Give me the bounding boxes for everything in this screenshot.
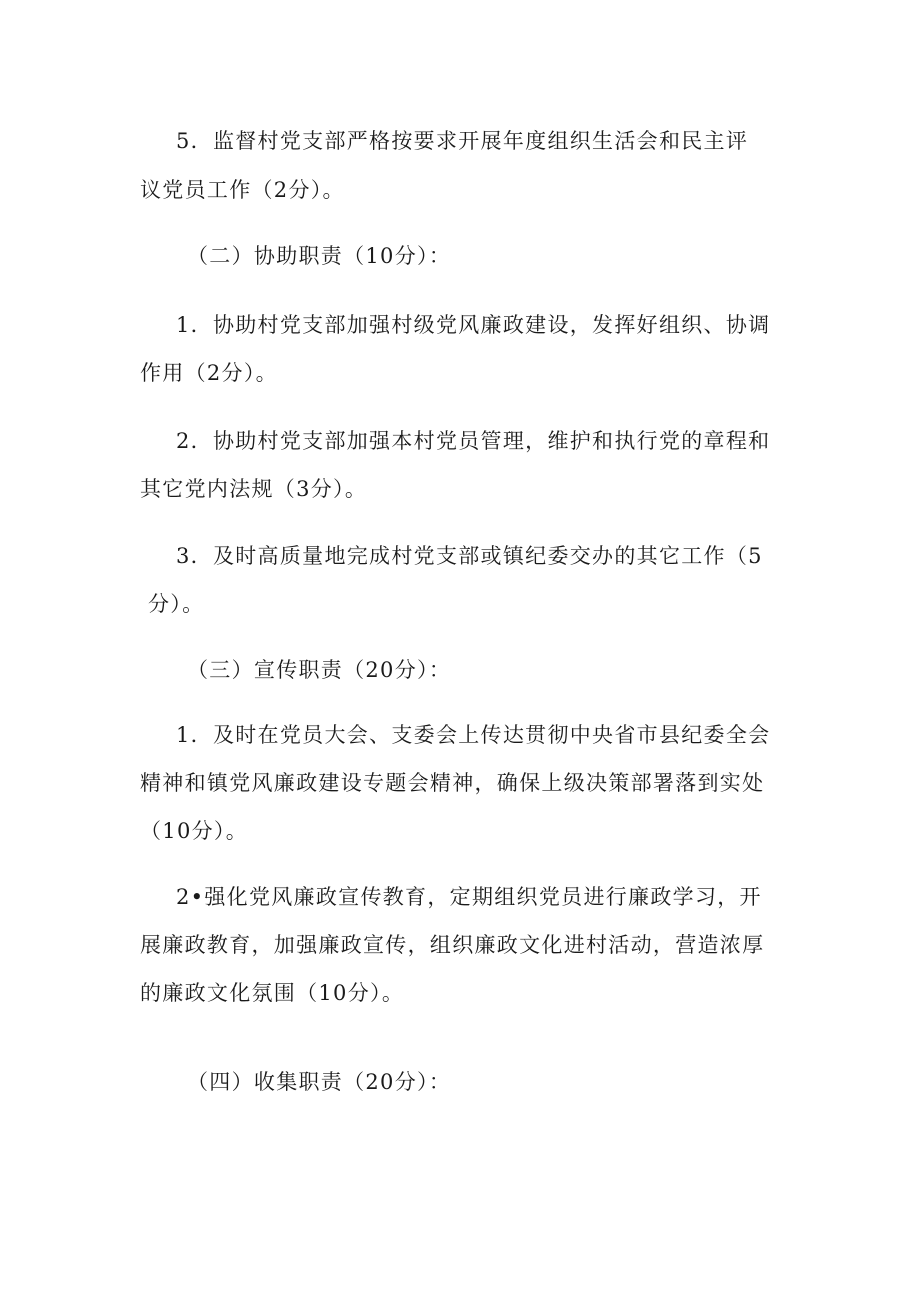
item-5-line-1: 5．监督村党支部严格按要求开展年度组织生活会和民主评 bbox=[176, 129, 749, 153]
section-3-item-1-line-1: 1．及时在党员大会、支委会上传达贯彻中央省市县纪委全会 bbox=[176, 723, 771, 747]
section-2-item-2-line-2: 其它党内法规（3分）。 bbox=[140, 477, 368, 501]
section-3-item-1-line-3: （10分）。 bbox=[140, 819, 249, 843]
section-2-item-1-line-1: 1．协助村党支部加强村级党风廉政建设，发挥好组织、协调 bbox=[176, 313, 771, 337]
section-3-heading: （三）宣传职责（20分）： bbox=[187, 658, 452, 682]
section-3-item-2-line-3: 的廉政文化氛围（10分）。 bbox=[140, 981, 405, 1005]
section-4-heading: （四）收集职责（20分）： bbox=[187, 1070, 452, 1094]
item-5-line-2: 议党员工作（2分）。 bbox=[140, 178, 345, 202]
section-2-item-2-line-1: 2．协助村党支部加强本村党员管理，维护和执行党的章程和 bbox=[176, 429, 771, 453]
section-2-item-3-line-1: 3．及时高质量地完成村党支部或镇纪委交办的其它工作（5 bbox=[176, 544, 763, 568]
section-2-item-1-line-2: 作用（2分）。 bbox=[140, 361, 278, 385]
section-3-item-2-line-2: 展廉政教育，加强廉政宣传，组织廉政文化进村活动，营造浓厚 bbox=[140, 933, 765, 957]
section-3-item-1-line-2: 精神和镇党风廉政建设专题会精神，确保上级决策部署落到实处 bbox=[140, 771, 765, 795]
section-2-heading: （二）协助职责（10分）： bbox=[187, 244, 452, 268]
section-2-item-3-line-2: 分）。 bbox=[148, 592, 205, 616]
section-3-item-2-line-1: 2•强化党风廉政宣传教育，定期组织党员进行廉政学习，开 bbox=[176, 885, 762, 909]
